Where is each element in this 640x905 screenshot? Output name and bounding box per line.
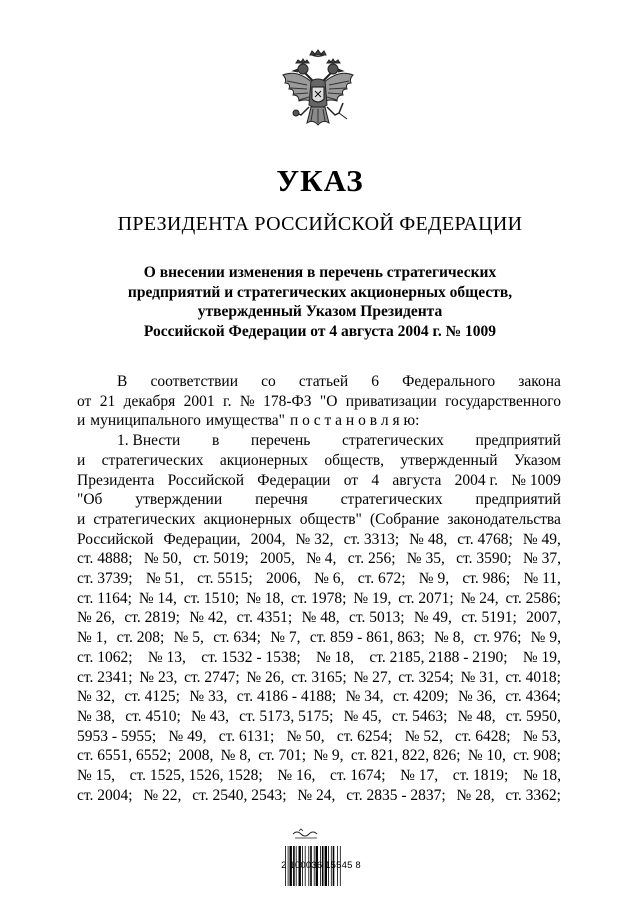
body-word: № 26, (246, 668, 285, 686)
body-word: № 52, (404, 727, 443, 745)
body-word: ст. 4125; (124, 688, 180, 706)
body-word: № 18, (316, 648, 355, 666)
body-word: 5953 - 5955; (77, 727, 157, 745)
body-word: ст. 5173, 5175; (239, 707, 334, 725)
body-word: № 9, (530, 629, 561, 647)
body-word: ст. 908; (513, 747, 561, 765)
body-word: № 8, (434, 629, 465, 647)
body-word: № 9, (418, 570, 450, 588)
body-word: № 19, (522, 648, 561, 666)
body-word: № 14, (138, 589, 177, 607)
body-word: ст. 1819; (452, 767, 509, 785)
body-word: Президента (77, 471, 155, 489)
body-word: № 19, (353, 589, 392, 607)
body-line (77, 707, 561, 727)
body-word: № 4, (306, 550, 337, 568)
body-word: № 49, (168, 727, 207, 745)
body-line (77, 451, 561, 471)
body-word: Федерации, (163, 530, 241, 548)
body-line (77, 766, 561, 786)
body-word: ст. 2586; (505, 589, 561, 607)
body-word: "Об (77, 491, 103, 509)
body-word: ст. 4209; (393, 688, 449, 706)
body-word: 4 (371, 471, 380, 489)
body-word: приватизации (345, 392, 437, 410)
barcode (279, 828, 363, 888)
body-line (77, 668, 561, 688)
body-word: и (77, 510, 86, 528)
body-word: ст. 1674; (329, 767, 386, 785)
body-word: № 48, (409, 530, 448, 548)
body-word: В (117, 373, 128, 390)
body-line (77, 471, 561, 491)
body-line (77, 431, 561, 451)
body-word: ст. 4018; (505, 668, 561, 686)
body-word: обществ" (299, 510, 362, 528)
body-word: № 15, (77, 767, 116, 785)
body-word: Федерального (402, 373, 496, 390)
body-line (77, 786, 561, 806)
body-word: № 43, (190, 707, 229, 725)
body-word: ст. 976; (473, 629, 522, 647)
body-word: ст. 3362; (505, 786, 561, 804)
body-line (77, 569, 561, 589)
body-word: законодательства (447, 510, 561, 528)
body-word: обществ, (324, 451, 385, 469)
body-word: ст. 821, 822, 826; (350, 747, 461, 765)
body-word: ст. 2185, 2188 - 2190; (369, 648, 508, 666)
barcode-number: 2 100036 15545 8 (281, 860, 361, 871)
body-word: "О (319, 392, 338, 410)
body-word: ст. 859 - 861, 863; (309, 629, 425, 647)
body-word: № 23, (139, 668, 178, 686)
body-line (77, 628, 561, 648)
body-word: ст. 2341; (77, 668, 133, 686)
body-word: закона (518, 373, 561, 390)
body-word: ст. 4888; (77, 550, 133, 568)
document-subtitle: ПРЕЗИДЕНТА РОССИЙСКОЙ ФЕДЕРАЦИИ (117, 213, 523, 235)
heading-line: Российской Федерации от 4 августа 2004 г. № 1009 (143, 322, 497, 340)
body-word: 2004, (250, 530, 286, 548)
body-word: № 18, (246, 589, 285, 607)
body-word: ст. 5019; (193, 550, 249, 568)
body-word: № 28, (456, 786, 495, 804)
heading-line: О внесении изменения в перечень стратегических (143, 264, 497, 281)
body-word: акционерных (219, 451, 309, 469)
body-word: ст. 3254; (398, 668, 454, 686)
body-word: 21 (99, 392, 116, 410)
body-word: (Собрание (369, 510, 440, 528)
body-word: ст. 4510; (125, 707, 181, 725)
body-word: ст. 986; (462, 570, 511, 588)
body-word: № (239, 392, 255, 410)
body-word: ст. 256; (347, 550, 396, 568)
body-word: в (211, 432, 220, 450)
body-word: № 17, (400, 767, 439, 785)
body-word: Российской (167, 471, 244, 489)
body-word: № 49, (522, 530, 561, 548)
body-word: ст. 2835 - 2837; (346, 786, 446, 804)
body-word: ст. 1510; (183, 589, 240, 607)
body-line (77, 608, 561, 628)
body-word: 2006, (265, 570, 301, 588)
body-line (77, 530, 561, 550)
body-word: ст. 208; (116, 629, 165, 647)
body-word: ст. 4364; (505, 688, 561, 706)
body-word: № 35, (406, 550, 445, 568)
body-word: ст. 5515; (197, 570, 253, 588)
body-word: № 42, (189, 609, 228, 627)
body-word: ст. 6131; (218, 727, 275, 745)
body-word: № 45, (343, 707, 382, 725)
barcode-mark-icon (289, 828, 323, 842)
document-title: УКАЗ (276, 163, 364, 198)
body-word: Указом (513, 451, 561, 469)
body-word: ст. 4768; (457, 530, 513, 548)
body-word: 2004 г. (454, 471, 498, 489)
body-word: Федерации (257, 471, 331, 489)
body-word: стратегических (101, 451, 204, 469)
body-word: перечень (250, 432, 311, 450)
body-word: государственного (445, 392, 561, 410)
coat-of-arms-emblem (277, 49, 359, 141)
body-word: стратегических (340, 491, 443, 509)
decree-heading (0, 263, 640, 341)
body-word: имущества" (205, 412, 285, 430)
body-word: № 26, (77, 609, 116, 627)
body-line (77, 411, 561, 431)
body-word: № 36, (457, 688, 496, 706)
body-word: соответствии (150, 373, 239, 390)
body-line (77, 687, 561, 707)
body-line (77, 648, 561, 668)
body-word: г. (223, 392, 232, 410)
body-word: № 34, (345, 688, 384, 706)
body-word: акционерных (203, 510, 292, 528)
body-word: статьей (298, 373, 349, 390)
body-word: ст. 5191; (461, 609, 517, 627)
body-word: августа (392, 471, 442, 489)
body-word: № 32, (295, 530, 334, 548)
body-word: № 10, (467, 747, 506, 765)
body-word: от (343, 471, 359, 489)
body-word: п о с т а н о в л я ю: (289, 412, 420, 430)
body-word: № 6, (314, 570, 345, 588)
body-word: утверждении (135, 491, 223, 509)
heading-line: предприятий и стратегических акционерных обществ, (127, 283, 513, 301)
body-word: № 1, (77, 629, 108, 647)
body-word: ст. 5463; (391, 707, 448, 725)
body-word: ст. 2071; (398, 589, 454, 607)
body-word: ст. 3165; (291, 668, 347, 686)
body-line (77, 392, 561, 412)
body-word: стратегических (93, 510, 196, 528)
body-word: 2008, (178, 747, 214, 765)
body-word: ст. 2004; (77, 786, 133, 804)
body-word: 2007, (526, 609, 561, 627)
body-word: предприятий (475, 432, 561, 450)
body-word: утвержденный (400, 451, 498, 469)
body-word: № 48, (457, 707, 496, 725)
body-word: ст. 6254; (336, 727, 393, 745)
body-word: ст. 3590; (456, 550, 512, 568)
body-word: ст. 634; (213, 629, 261, 647)
decree-body-text (77, 372, 561, 805)
body-word: № 1009 (511, 471, 561, 489)
body-word: ст. 2747; (184, 668, 240, 686)
body-word: № 50, (143, 550, 182, 568)
body-word: № 16, (277, 767, 316, 785)
body-word: № 5, (173, 629, 204, 647)
body-word: ст. 1532 - 1538; (201, 648, 301, 666)
body-word: № 50, (286, 727, 325, 745)
body-word: № 18, (522, 767, 561, 785)
body-word: № 32, (77, 688, 116, 706)
heading-line: утвержденный Указом Президента (197, 303, 443, 320)
body-line (77, 746, 561, 766)
body-word: предприятий (475, 491, 561, 509)
body-word: декабря (123, 392, 176, 410)
body-word: № 38, (77, 707, 116, 725)
body-word: № 37, (522, 550, 561, 568)
body-word: ст. 5013; (348, 609, 405, 627)
body-word: 1. Внести (117, 432, 181, 450)
body-word: ст. 2819; (124, 609, 180, 627)
body-word: ст. 6428; (455, 727, 511, 745)
body-line (77, 372, 561, 392)
body-word: № 49, (413, 609, 452, 627)
body-word: № 31, (460, 668, 499, 686)
body-word: № 24, (297, 786, 336, 804)
body-line (77, 490, 561, 510)
body-word: № 13, (147, 648, 186, 666)
body-word: ст. 3739; (77, 570, 133, 588)
body-word: ст. 4351; (236, 609, 293, 627)
body-line (77, 727, 561, 747)
body-word: № 48, (301, 609, 340, 627)
body-word: ст. 701; (258, 747, 307, 765)
body-word: № 24, (460, 589, 499, 607)
body-word: 2001 (183, 392, 215, 410)
body-word: ст. 5950, (505, 707, 561, 725)
body-word: и (77, 451, 86, 469)
body-word: Российской (77, 530, 154, 548)
body-word: перечня (255, 491, 308, 509)
body-word: № 22, (143, 786, 182, 804)
body-line (77, 510, 561, 530)
body-word: ст. 1978; (290, 589, 347, 607)
body-word: стратегических (341, 432, 444, 450)
body-word: ст. 672; (357, 570, 406, 588)
body-word: 6 (371, 373, 380, 390)
body-word: ст. 2540, 2543; (192, 786, 287, 804)
body-word: № 11, (523, 570, 561, 588)
body-word: № 51, (145, 570, 184, 588)
body-word: ст. 4186 - 4188; (236, 688, 337, 706)
body-word: от (77, 392, 92, 410)
body-word: ст. 3313; (343, 530, 400, 548)
body-word: № 9, (313, 747, 344, 765)
body-line (77, 589, 561, 609)
body-word: со (261, 373, 276, 390)
body-word: ст. 1164; (77, 589, 132, 607)
body-word: ст. 6551, 6552; (77, 747, 172, 765)
body-word: 2005, (259, 550, 295, 568)
body-word: муниципального (90, 412, 201, 430)
body-word: ст. 1062; (77, 648, 133, 666)
body-word: № 33, (189, 688, 228, 706)
body-line (77, 549, 561, 569)
body-word: № 53, (522, 727, 561, 745)
body-word: ст. 1525, 1526, 1528; (129, 767, 263, 785)
body-word: и (77, 412, 86, 430)
body-word: 178-ФЗ (263, 392, 312, 410)
body-word: № 27, (353, 668, 392, 686)
body-word: № 8, (220, 747, 251, 765)
body-word: № 7, (270, 629, 301, 647)
